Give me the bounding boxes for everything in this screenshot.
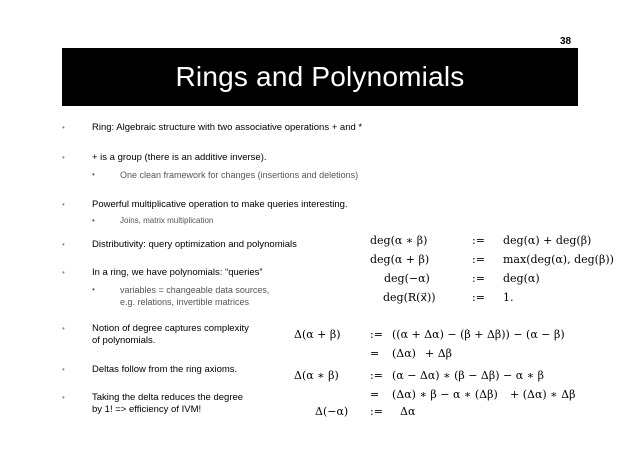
- degree-eq-rhs: deg(α): [503, 272, 540, 285]
- delta-eq-op: =: [370, 388, 380, 401]
- sub-bullet-icon: •: [92, 170, 95, 179]
- delta-eq-rhs: ((α + Δα) − (β + Δβ)) − (α − β): [392, 328, 565, 341]
- delta-eq-rhs: + Δβ: [425, 347, 453, 360]
- degree-eq-rhs: max(deg(α), deg(β)): [503, 253, 614, 266]
- bullet-icon: •: [62, 123, 65, 132]
- delta-eq-lhs: Δ(−α): [315, 405, 349, 418]
- delta-eq-op: =: [370, 347, 380, 360]
- degree-eq-op: :=: [472, 272, 485, 285]
- degree-eq-op: :=: [472, 291, 485, 304]
- bullet-icon: •: [62, 240, 65, 249]
- page-number: 38: [560, 36, 572, 47]
- sub-bullet-icon: •: [92, 285, 95, 294]
- degree-eq-lhs: deg(R(x⃗)): [383, 291, 436, 304]
- degree-eq-rhs: 1.: [503, 291, 514, 304]
- sub-bullet-icon: •: [92, 216, 95, 225]
- delta-eq-rhs: (Δα): [392, 347, 416, 360]
- degree-eq-lhs: deg(α ∗ β): [370, 234, 428, 247]
- delta-eq-rhs: (α − Δα) ∗ (β − Δβ) − α ∗ β: [392, 369, 544, 382]
- bullet-icon: •: [62, 268, 65, 277]
- delta-eq-lhs: Δ(α + β): [294, 328, 341, 341]
- degree-eq-rhs: deg(α) + deg(β): [503, 234, 592, 247]
- bullet-icon: •: [62, 393, 65, 402]
- bullet-icon: •: [62, 200, 65, 209]
- delta-eq-op: :=: [370, 328, 383, 341]
- degree-eq-lhs: deg(−α): [384, 272, 430, 285]
- delta-eq-op: :=: [370, 369, 383, 382]
- delta-eq-rhs: Δα: [400, 405, 416, 418]
- delta-eq-op: :=: [370, 405, 383, 418]
- delta-eq-rhs: + (Δα) ∗ Δβ: [510, 388, 576, 401]
- slide-title: Rings and Polynomials: [175, 61, 465, 92]
- degree-eq-op: :=: [472, 234, 485, 247]
- degree-eq-lhs: deg(α + β): [370, 253, 430, 266]
- bullet-icon: •: [62, 153, 65, 162]
- title-bar: [62, 48, 578, 106]
- bullet-icon: •: [62, 324, 65, 333]
- delta-eq-lhs: Δ(α ∗ β): [294, 369, 339, 382]
- delta-eq-rhs: (Δα) ∗ β − α ∗ (Δβ): [392, 388, 498, 401]
- degree-eq-op: :=: [472, 253, 485, 266]
- bullet-icon: •: [62, 365, 65, 374]
